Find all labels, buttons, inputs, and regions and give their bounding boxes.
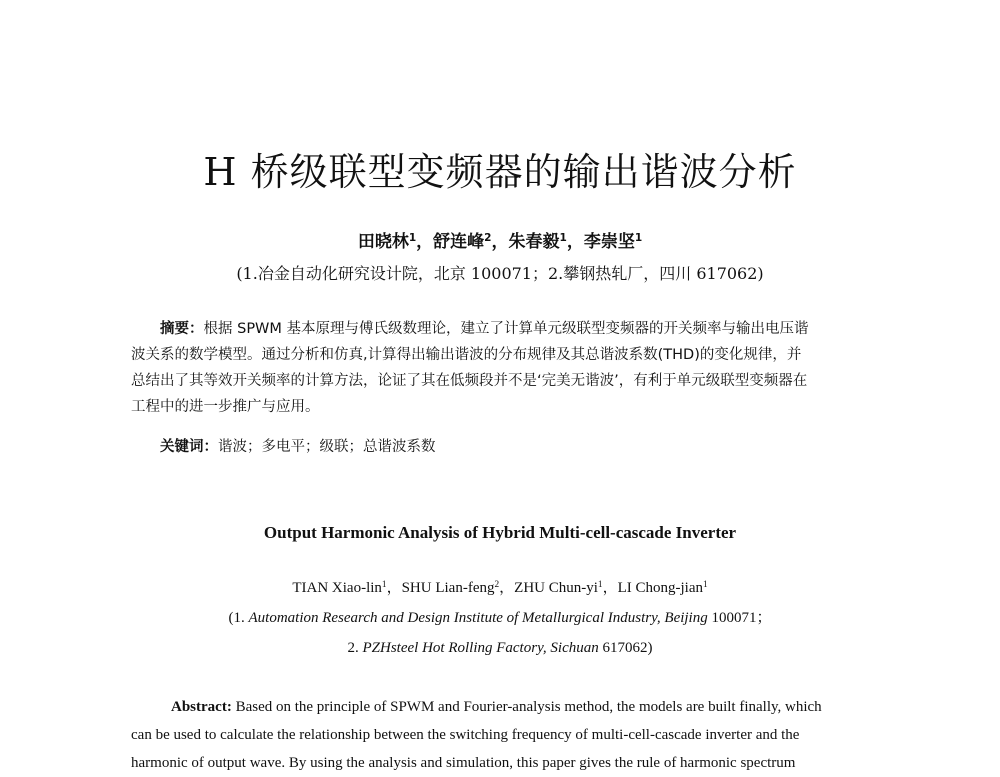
author-name: SHU Lian-feng xyxy=(401,580,495,596)
english-affiliation-2 xyxy=(0,637,1000,659)
abstract-line: 总结出了其等效开关频率的计算方法，论证了其在低频段并不是‘完美无谐波’，有利于单元级联型变频器在 xyxy=(131,373,808,389)
affil-prefix: 2. xyxy=(347,640,363,656)
author-name: ZHU Chun-yi xyxy=(514,580,598,596)
abstract-line xyxy=(131,316,869,342)
abstract-line: 工程中的进一步推广与应用。 xyxy=(131,399,320,415)
author-affil-mark: 2 xyxy=(484,232,492,245)
author-affil-mark: 1 xyxy=(597,579,603,590)
chinese-keywords xyxy=(160,434,860,460)
author-name: 朱春毅 xyxy=(508,232,560,252)
english-abstract xyxy=(131,693,869,777)
author-separator: ， xyxy=(416,232,434,252)
author-name: TIAN Xiao-lin xyxy=(292,580,382,596)
author-name: LI Chong-jian xyxy=(617,580,703,596)
author-separator: ， xyxy=(491,232,509,252)
abstract-label: Abstract: xyxy=(171,699,232,715)
author-name: 舒连峰 xyxy=(433,232,485,252)
author-affil-mark: 1 xyxy=(702,579,708,590)
english-authors xyxy=(0,577,1000,599)
author-affil-mark: 1 xyxy=(381,579,387,590)
author-separator: ， xyxy=(602,580,618,596)
affil-prefix: (1. xyxy=(228,610,249,626)
affil-institution: Automation Research and Design Institute of Metallurgical Industry, Beijing xyxy=(248,610,708,626)
chinese-authors xyxy=(0,230,1000,254)
author-separator: ， xyxy=(499,580,515,596)
abstract-line xyxy=(131,693,869,721)
author-separator: ， xyxy=(566,232,584,252)
abstract-label: 摘要： xyxy=(160,321,204,337)
chinese-abstract xyxy=(131,316,869,420)
abstract-line: 波关系的数学模型。通过分析和仿真,计算得出输出谐波的分布规律及其总谐波系数(THD)的变化规律，并 xyxy=(131,347,802,363)
affil-suffix: 100071； xyxy=(707,610,772,626)
affil-institution: PZHsteel Hot Rolling Factory, Sichuan xyxy=(362,640,599,656)
author-affil-mark: 1 xyxy=(559,232,567,245)
chinese-title: H 桥级联型变频器的输出谐波分析 xyxy=(203,150,797,194)
affil-suffix: 617062) xyxy=(598,640,653,656)
author-affil-mark: 1 xyxy=(408,232,417,245)
author-affil-mark: 1 xyxy=(634,232,643,245)
abstract-line: can be used to calculate the relationship between the switching frequency of multi-cell-cascade inverter and the xyxy=(131,727,800,743)
chinese-affiliation: (1.冶金自动化研究设计院，北京 100071；2.攀钢热轧厂，四川 617062) xyxy=(236,264,764,283)
author-separator: ， xyxy=(386,580,402,596)
abstract-text: Based on the principle of SPWM and Fourier-analysis method, the models are built finally, which xyxy=(231,699,822,715)
author-name: 李崇坚 xyxy=(583,232,635,252)
author-name: 田晓林 xyxy=(357,232,409,252)
author-affil-mark: 2 xyxy=(494,579,500,590)
abstract-text: 根据 SPWM 基本原理与傅氏级数理论，建立了计算单元级联型变频器的开关频率与输出电压谐 xyxy=(203,321,809,337)
english-title: Output Harmonic Analysis of Hybrid Multi-cell-cascade Inverter xyxy=(263,523,737,542)
abstract-line: harmonic of output wave. By using the analysis and simulation, this paper gives the rule of harmonic spectrum xyxy=(131,755,796,771)
keywords-label: 关键词： xyxy=(160,439,218,455)
keywords-text: 谐波；多电平；级联；总谐波系数 xyxy=(218,439,436,455)
english-affiliation-1 xyxy=(0,607,1000,629)
